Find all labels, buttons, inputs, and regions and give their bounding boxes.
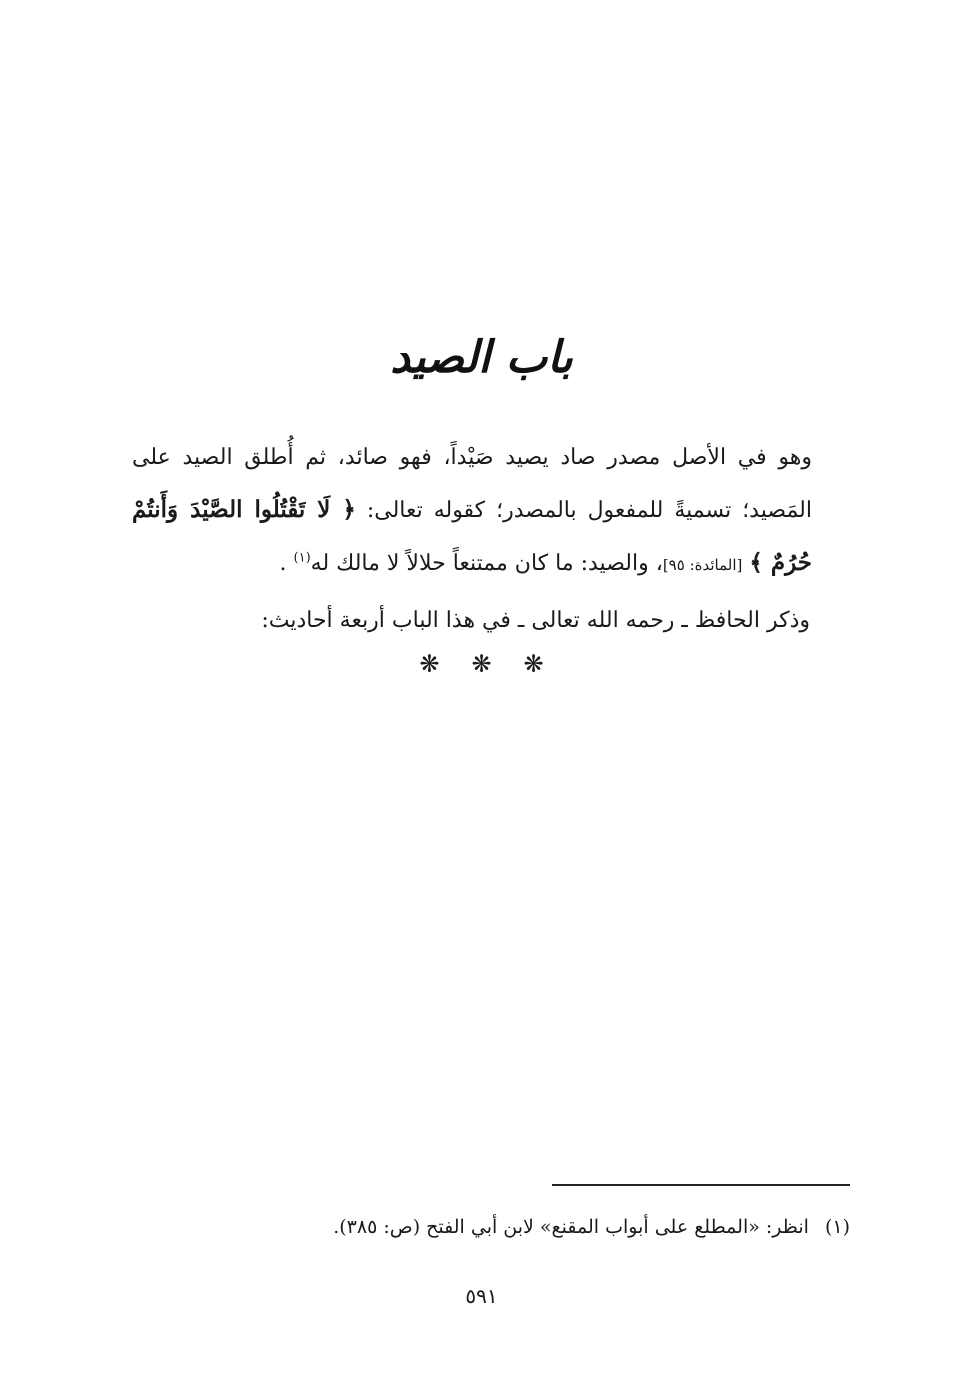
paragraph-definition-text-a: وهو في الأصل مصدر صاد يصيد صَيْداً، فهو صائد، ثم أُطلق الصيد على المَصيد؛ تسميةً للمفعول بالمصدر؛ كقوله تعالى: bbox=[132, 445, 812, 523]
paragraph-end-mark: . bbox=[279, 551, 287, 576]
paragraph-definition bbox=[132, 432, 812, 591]
separator-star-icon: ❋ bbox=[523, 650, 544, 678]
quran-verse: ﴿ لَا تَقْتُلُوا الصَّيْدَ وَأَنتُمْ حُرُمٌ ﴾ bbox=[132, 496, 812, 576]
footnote bbox=[200, 1212, 850, 1242]
quran-reference: [المائدة: ٩٥] bbox=[662, 556, 743, 574]
separator-star-icon: ❋ bbox=[471, 650, 492, 678]
footnote-divider bbox=[552, 1184, 850, 1186]
separator-star-icon: ❋ bbox=[419, 650, 440, 678]
footnote-number: (١) bbox=[824, 1216, 850, 1238]
section-separator bbox=[0, 650, 963, 678]
chapter-title: باب الصيد bbox=[390, 332, 573, 383]
paragraph-definition-text-b: ، والصيد: ما كان ممتنعاً حلالاً لا مالك له bbox=[310, 551, 663, 576]
footnote-text: انظر: «المطلع على أبواب المقنع» لابن أبي الفتح (ص: ٣٨٥). bbox=[333, 1216, 809, 1238]
footnote-reference[interactable]: (١) bbox=[293, 550, 311, 566]
paragraph-hadith-intro: وذكر الحافظ ـ رحمه الله تعالى ـ في هذا الباب أربعة أحاديث: bbox=[261, 608, 810, 633]
body-text bbox=[132, 432, 812, 647]
page-number: ٥٩١ bbox=[465, 1284, 498, 1308]
